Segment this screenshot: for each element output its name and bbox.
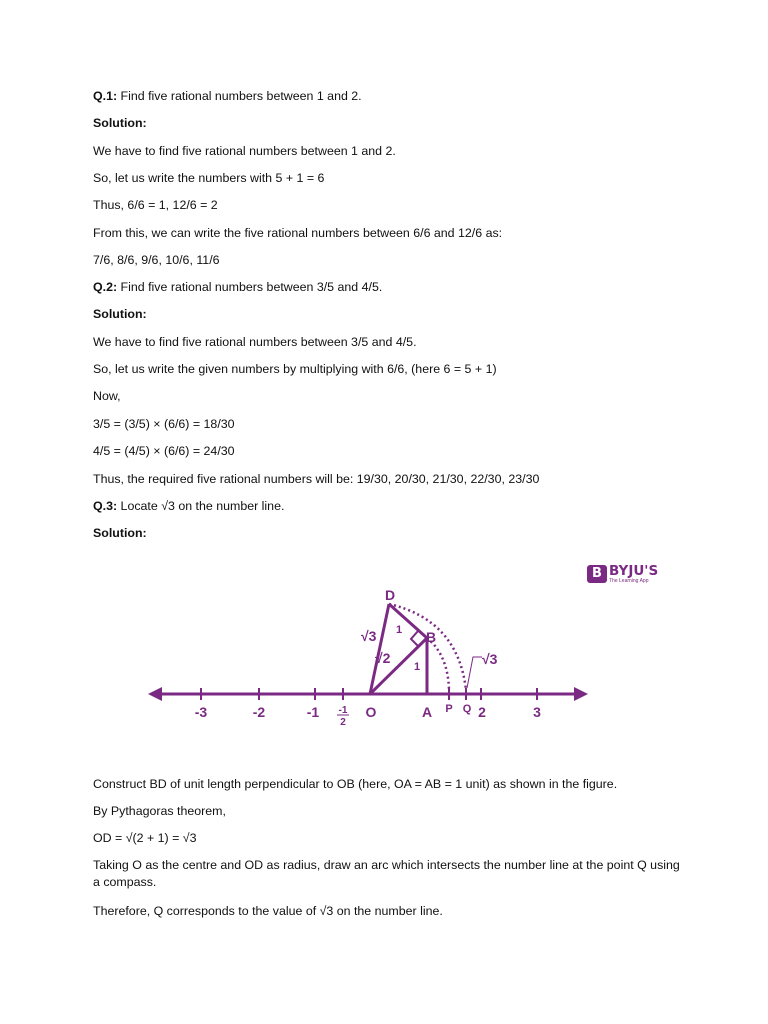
number-line-figure — [140, 560, 600, 740]
arc-to-p — [427, 638, 449, 690]
tick-label-minus1: -1 — [306, 704, 320, 720]
q3-step: Therefore, Q corresponds to the value of √3 on the number line. — [93, 904, 443, 918]
q2-solution-label: Solution: — [93, 307, 147, 321]
q1-question: Q.1: Find five rational numbers between 1 and 2. — [93, 89, 362, 103]
q2-step: 4/5 = (4/5) × (6/6) = 24/30 — [93, 444, 235, 458]
label-ob-sqrt2: √2 — [375, 650, 391, 666]
tick-label-3: 3 — [533, 704, 541, 720]
q2-step: So, let us write the given numbers by multiplying with 6/6, (here 6 = 5 + 1) — [93, 362, 497, 376]
label-q-sqrt3: √3 — [482, 651, 498, 667]
point-label-p: P — [445, 703, 453, 715]
logo-badge: B — [587, 565, 607, 583]
q2-step: Now, — [93, 389, 121, 403]
point-label-q: Q — [462, 703, 472, 715]
q1-step: We have to find five rational numbers between 1 and 2. — [93, 144, 396, 158]
q3-step: Construct BD of unit length perpendicular to OB (here, OA = AB = 1 unit) as shown in the figure. — [93, 777, 618, 791]
half-denominator: 2 — [340, 717, 346, 728]
tick-label-2: 2 — [478, 704, 486, 720]
segment-bd — [389, 604, 427, 638]
half-numerator: -1 — [338, 705, 348, 716]
label-od-sqrt3: √3 — [361, 628, 377, 644]
q1-step: So, let us write the numbers with 5 + 1 = 6 — [93, 171, 325, 185]
q1-step: Thus, 6/6 = 1, 12/6 = 2 — [93, 198, 218, 212]
q1-solution-label: Solution: — [93, 116, 147, 130]
q1-step: 7/6, 8/6, 9/6, 10/6, 11/6 — [93, 253, 220, 267]
q3-step: Taking O as the centre and OD as radius, draw an arc which intersects the number line at the point Q using a compass. — [93, 858, 680, 889]
point-label-d: D — [384, 587, 396, 603]
q3-solution-label: Solution: — [93, 526, 147, 540]
axis-arrow-left — [148, 687, 162, 701]
segment-od — [370, 604, 389, 694]
q2-step: Thus, the required five rational numbers will be: 19/30, 20/30, 21/30, 22/30, 23/30 — [93, 472, 540, 486]
logo-tagline: The Learning App — [609, 577, 649, 584]
tick-label-minus2: -2 — [252, 704, 266, 720]
q1-step: From this, we can write the five rational numbers between 6/6 and 12/6 as: — [93, 226, 503, 240]
point-label-o: O — [365, 704, 377, 720]
q3-question: Q.3: Locate √3 on the number line. — [93, 499, 285, 513]
axis-arrow-right — [574, 687, 588, 701]
label-bd-one: 1 — [396, 624, 403, 636]
q3-step: By Pythagoras theorem, — [93, 804, 226, 818]
logo-name: BYJU'S — [609, 562, 659, 579]
tick-label-minus3: -3 — [194, 704, 208, 720]
point-label-a: A — [421, 704, 433, 720]
q3-step: OD = √(2 + 1) = √3 — [93, 831, 197, 845]
right-angle-mark — [411, 631, 418, 646]
point-label-b: B — [426, 629, 437, 645]
q2-step: We have to find five rational numbers between 3/5 and 4/5. — [93, 335, 417, 349]
q2-question: Q.2: Find five rational numbers between 3/5 and 4/5. — [93, 280, 383, 294]
label-ab-one: 1 — [414, 661, 421, 673]
sqrt3-pointer — [467, 657, 482, 688]
q2-step: 3/5 = (3/5) × (6/6) = 18/30 — [93, 417, 235, 431]
